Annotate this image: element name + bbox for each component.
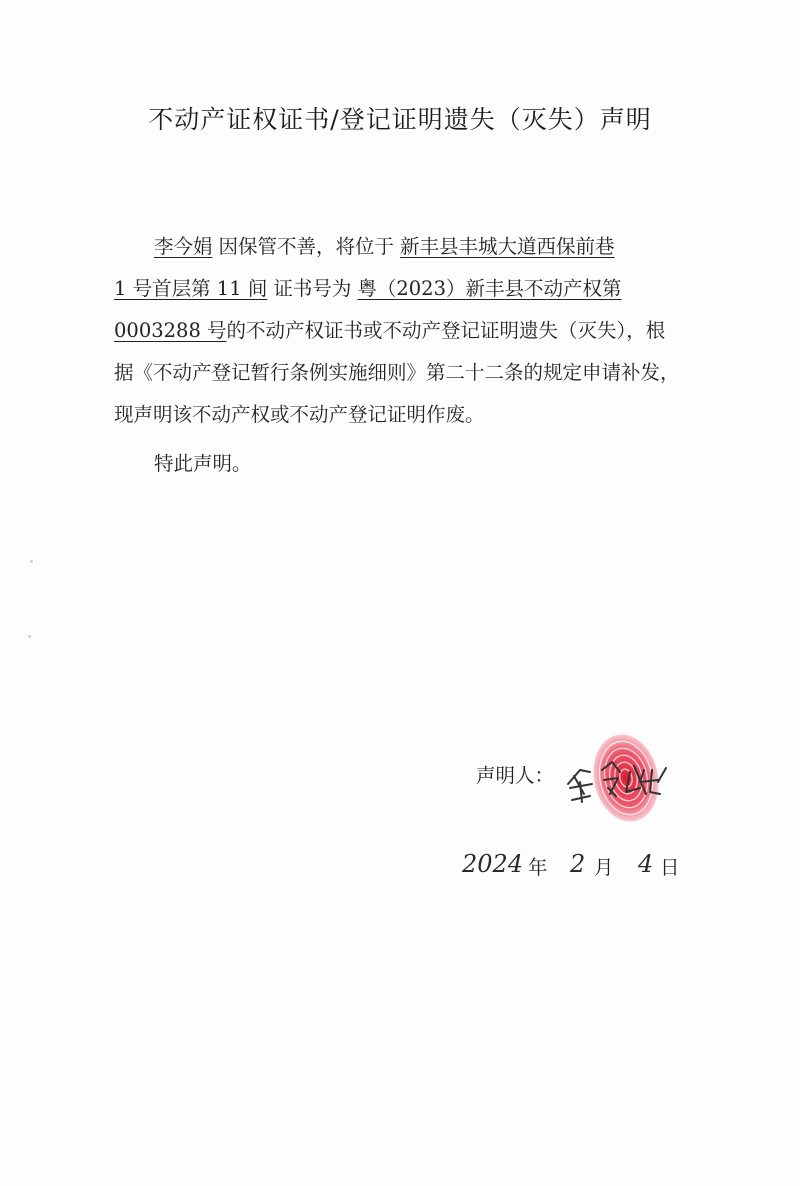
signer-label: 声明人：: [476, 764, 555, 787]
closing-text: 特此声明。: [154, 452, 252, 475]
date-line: [462, 848, 702, 888]
body-line-1: [114, 226, 704, 268]
body-line-5: [114, 394, 704, 436]
body-line-3: [114, 310, 704, 352]
date-month: 2: [570, 850, 586, 878]
certificate-number-part1: 粤（2023）新丰县不动产权第: [357, 277, 622, 300]
scan-speck: [28, 635, 31, 638]
body-line-2: [114, 268, 704, 310]
signature-with-fingerprint: [560, 722, 680, 832]
body-line-4: [114, 352, 704, 394]
body-text-5: 现声明该不动产权或不动产登记证明作废。: [114, 403, 485, 426]
property-address-part2: 1 号首层第 11 间: [114, 277, 268, 300]
body-text-4: 据《不动产登记暂行条例实施细则》第二十二条的规定申请补发，: [114, 361, 680, 384]
body-text-3: 的不动产权证书或不动产登记证明遗失（灭失），根: [226, 319, 666, 342]
fingerprint-seal-icon: [560, 722, 680, 832]
date-day: 4: [638, 850, 654, 878]
cert-prefix: 证书号为: [273, 277, 352, 300]
certificate-number-part2: 0003288 号: [114, 319, 227, 342]
date-year-label: 年: [528, 856, 548, 879]
date-year: 2024: [462, 850, 524, 878]
date-month-label: 月: [594, 856, 614, 879]
statement-body: [114, 226, 704, 436]
property-address-part1: 新丰县丰城大道西保前巷: [400, 235, 615, 258]
text-after-name: 因保管不善，将位于: [218, 235, 395, 258]
date-day-label: 日: [660, 856, 680, 879]
document-title: 不动产证权证书/登记证明遗失（灭失）声明: [148, 105, 652, 134]
scan-speck: [30, 560, 33, 563]
declarant-name: 李今娟: [154, 235, 213, 258]
